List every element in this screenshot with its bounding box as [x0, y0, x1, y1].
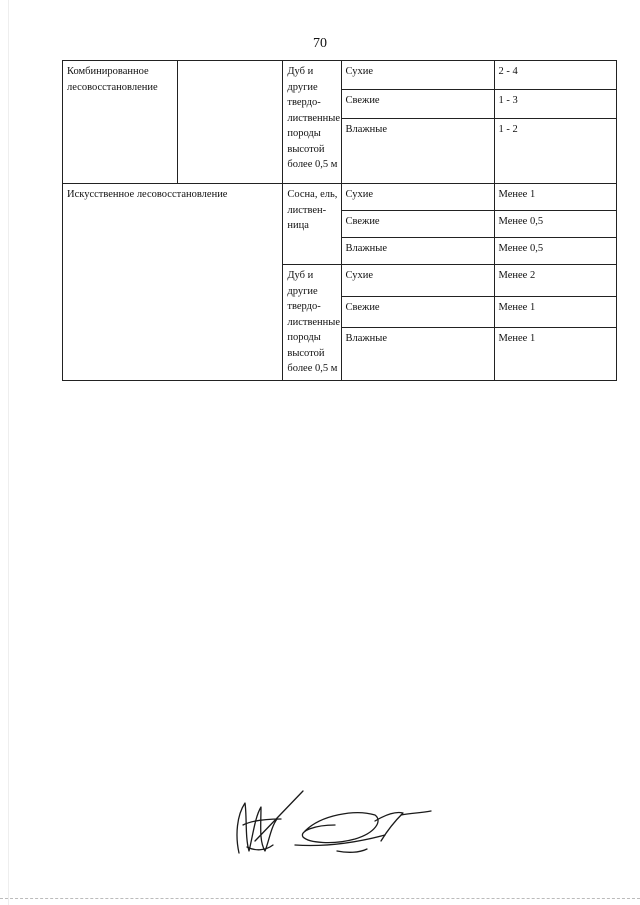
value-cell: Менее 1 [494, 184, 616, 211]
condition-cell: Сухие [341, 265, 494, 297]
value-cell: Менее 1 [494, 328, 616, 381]
value-cell: Менее 2 [494, 265, 616, 297]
regeneration-table [62, 60, 617, 381]
condition-cell: Свежие [341, 89, 494, 118]
species-cell: Дуб и другие твердо-лиственные породы высотой более 0,5 м [283, 61, 341, 184]
value-cell: Менее 0,5 [494, 238, 616, 265]
table-row [63, 61, 617, 90]
condition-cell: Свежие [341, 211, 494, 238]
scan-edge-line [8, 0, 9, 905]
method-cell: Комбинированное лесовосстановление [63, 61, 178, 184]
value-cell: Менее 1 [494, 296, 616, 328]
condition-cell: Сухие [341, 184, 494, 211]
value-cell: Менее 0,5 [494, 211, 616, 238]
page-number: 70 [313, 36, 327, 51]
condition-cell: Влажные [341, 238, 494, 265]
table-row [63, 184, 617, 211]
value-cell: 1 - 3 [494, 89, 616, 118]
species-cell: Сосна, ель, листвен-ница [283, 184, 341, 265]
condition-cell: Влажные [341, 118, 494, 183]
value-cell: 1 - 2 [494, 118, 616, 183]
empty-cell [178, 61, 283, 184]
condition-cell: Свежие [341, 296, 494, 328]
value-cell: 2 - 4 [494, 61, 616, 90]
species-cell: Дуб и другие твердо-лиственные породы высотой более 0,5 м [283, 265, 341, 381]
scan-bottom-line [0, 898, 640, 899]
condition-cell: Влажные [341, 328, 494, 381]
handwritten-signature [225, 785, 440, 865]
condition-cell: Сухие [341, 61, 494, 90]
method-cell: Искусственное лесовосстановление [63, 184, 283, 381]
